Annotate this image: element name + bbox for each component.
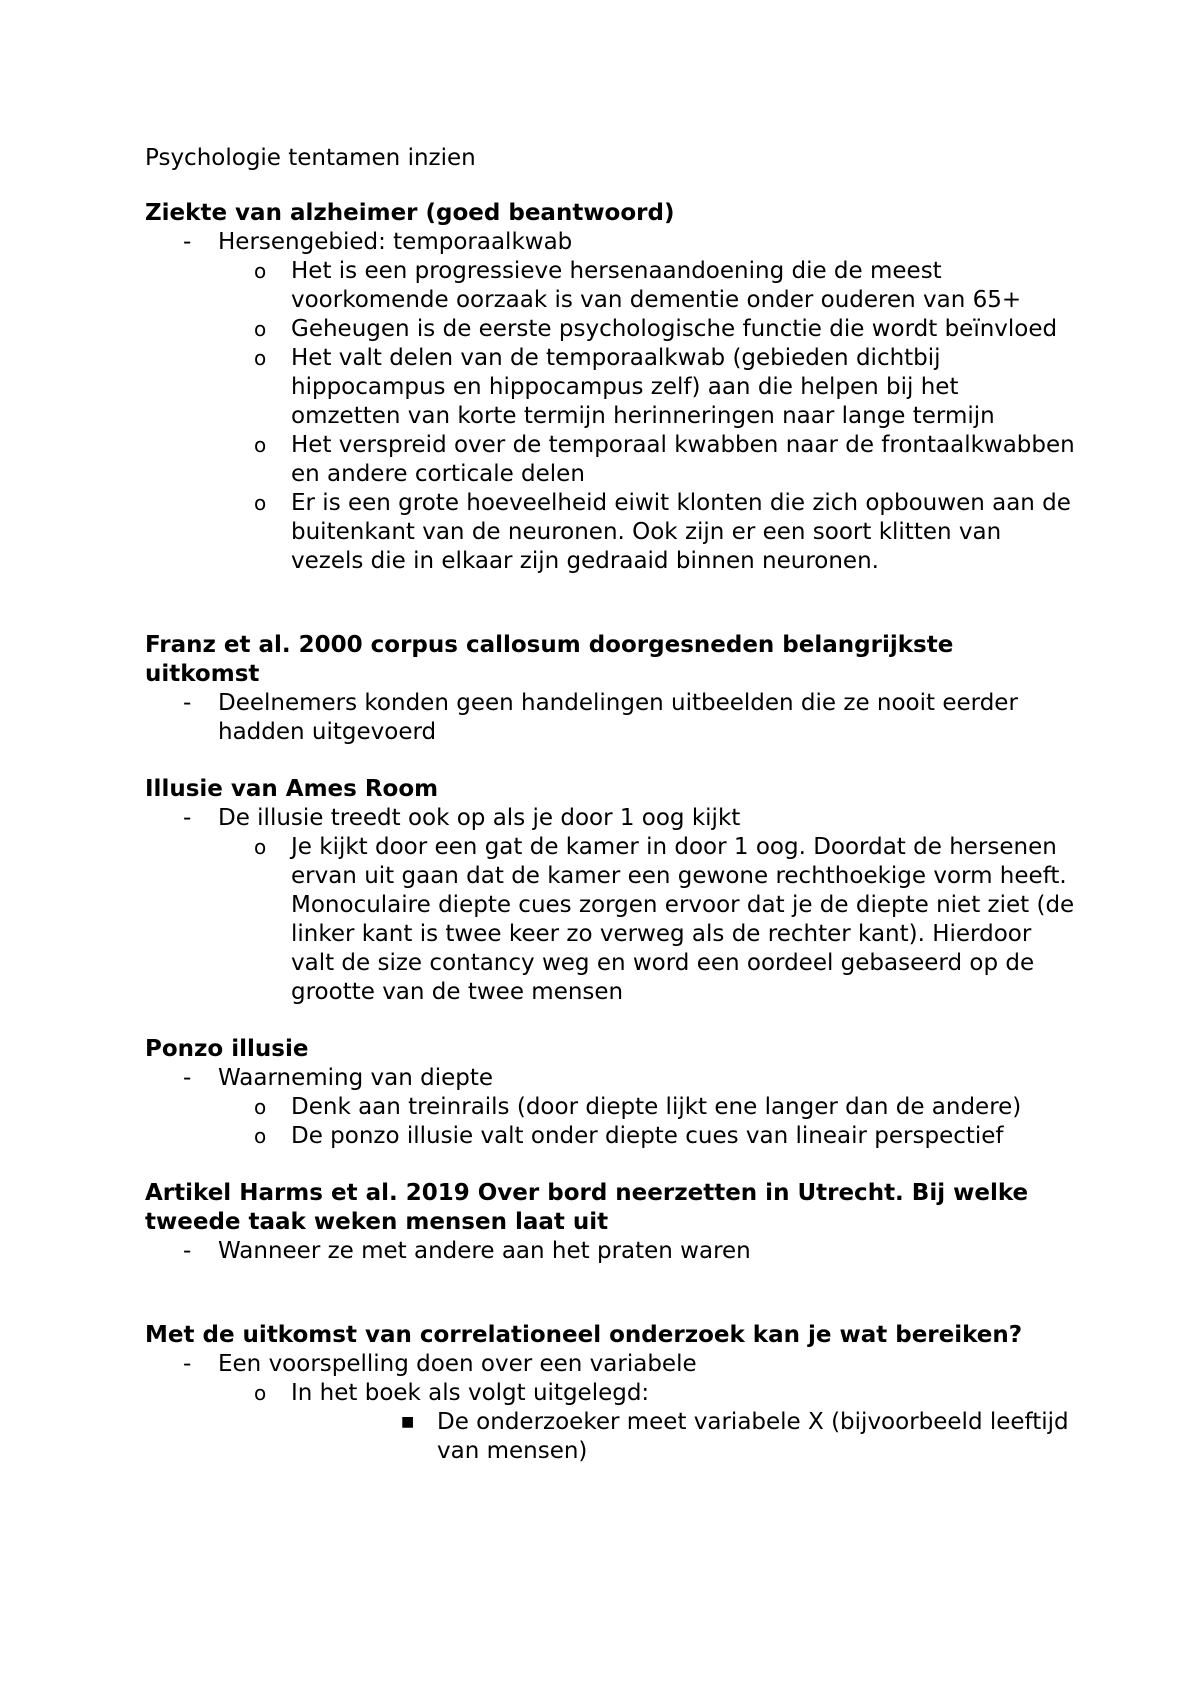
sub-list-item-text: Er is een grote hoeveelheid eiwit klonten die zich opbouwen aan de buitenkant van de neuronen. Ook zijn er een soort klitten van vezels die in elkaar zijn gedraaid binnen neuronen. [291,490,1071,574]
dash-bullet: - [183,690,192,716]
list-item [145,1237,1075,1266]
sub-list-item [145,1093,1075,1122]
sub-list-item [145,489,1075,576]
list-item-text: Waarneming van diepte [218,1065,494,1091]
sub-list-item-text: Denk aan treinrails (door diepte lijkt ene langer dan de andere) [291,1094,1022,1120]
sub-bullet-list [145,833,1075,1007]
section-ponzo [145,1035,1075,1151]
circle-bullet: o [254,259,267,283]
section-correlational [145,1321,1075,1466]
list-item-text: Deelnemers konden geen handelingen uitbeelden die ze nooit eerder hadden uitgevoerd [218,690,1018,745]
sub-list-item-text: De ponzo illusie valt onder diepte cues van lineair perspectief [291,1123,1004,1149]
sub-sub-bullet-list [218,1408,1075,1466]
sub-list-item [145,833,1075,1007]
section-ames-room [145,775,1075,1007]
document-title: Psychologie tentamen inzien [145,145,476,171]
bullet-list [145,1237,1075,1266]
section-franz [145,631,1075,747]
list-item [145,689,1075,747]
sub-bullet-list [145,1093,1075,1151]
section-heading: Franz et al. 2000 corpus callosum doorgesneden belangrijkste uitkomst [145,632,954,687]
circle-bullet: o [254,1095,267,1119]
sub-list-item [145,431,1075,489]
circle-bullet: o [254,1124,267,1148]
list-item-text: De illusie treedt ook op als je door 1 oog kijkt [218,805,741,831]
list-item-text: Hersengebied: temporaalkwab [218,229,573,255]
dash-bullet: - [183,1351,192,1377]
sub-sub-list-item-text: De onderzoeker meet variabele X (bijvoorbeeld leeftijd van mensen) [437,1409,1069,1464]
sub-list-item-text: Het verspreid over de temporaal kwabben naar de frontaalkwabben en andere corticale delen [291,432,1075,487]
list-item [145,804,1075,1007]
bullet-list [145,689,1075,747]
sub-bullet-list [145,1379,1075,1466]
circle-bullet: o [254,317,267,341]
circle-bullet: o [254,491,267,515]
sub-list-item-text: In het boek als volgt uitgelegd: [291,1380,650,1406]
sub-bullet-list [145,257,1075,576]
section-heading: Artikel Harms et al. 2019 Over bord neerzetten in Utrecht. Bij welke tweede taak weken mensen laat uit [145,1180,1029,1235]
sub-list-item-text: Je kijkt door een gat de kamer in door 1 oog. Doordat de hersenen ervan uit gaan dat de kamer een gewone rechthoekige vorm heeft. Monoculaire diepte cues zorgen ervoor dat je de diepte niet ziet (de linker kant is twee keer zo verweg als de rechter kant). Hierdoor valt de size contancy weg en word een oordeel gebaseerd op de grootte van de twee mensen [291,834,1075,1005]
circle-bullet: o [254,1381,267,1405]
section-heading: Ziekte van alzheimer (goed beantwoord) [145,200,675,226]
square-bullet: ■ [401,1414,415,1430]
sub-list-item-text: Het valt delen van de temporaalkwab (gebieden dichtbij hippocampus en hippocampus zelf) aan die helpen bij het omzetten van korte termijn herinneringen naar lange termijn [291,345,995,429]
sub-list-item [145,1122,1075,1151]
dash-bullet: - [183,1065,192,1091]
list-item-text: Wanneer ze met andere aan het praten waren [218,1238,751,1264]
sub-list-item [145,315,1075,344]
sub-list-item [145,344,1075,431]
bullet-list [145,804,1075,1007]
bullet-list [145,228,1075,576]
section-harms [145,1179,1075,1266]
dash-bullet: - [183,1238,192,1264]
document-body [145,144,1075,1494]
circle-bullet: o [254,433,267,457]
section-alzheimer [145,199,1075,576]
sub-list-item [145,257,1075,315]
circle-bullet: o [254,346,267,370]
dash-bullet: - [183,805,192,831]
dash-bullet: - [183,229,192,255]
list-item [145,1350,1075,1466]
section-heading: Met de uitkomst van correlationeel onderzoek kan je wat bereiken? [145,1322,1023,1348]
bullet-list [145,1064,1075,1151]
section-heading: Illusie van Ames Room [145,776,439,802]
sub-list-item-text: Het is een progressieve hersenaandoening die de meest voorkomende oorzaak is van dementie onder ouderen van 65+ [291,258,1022,313]
sub-list-item [145,1379,1075,1466]
list-item-text: Een voorspelling doen over een variabele [218,1351,697,1377]
sub-list-item-text: Geheugen is de eerste psychologische functie die wordt beïnvloed [291,316,1058,342]
section-heading: Ponzo illusie [145,1036,309,1062]
circle-bullet: o [254,835,267,859]
list-item [145,1064,1075,1151]
list-item [145,228,1075,576]
sub-sub-list-item [218,1408,1075,1466]
bullet-list [145,1350,1075,1466]
